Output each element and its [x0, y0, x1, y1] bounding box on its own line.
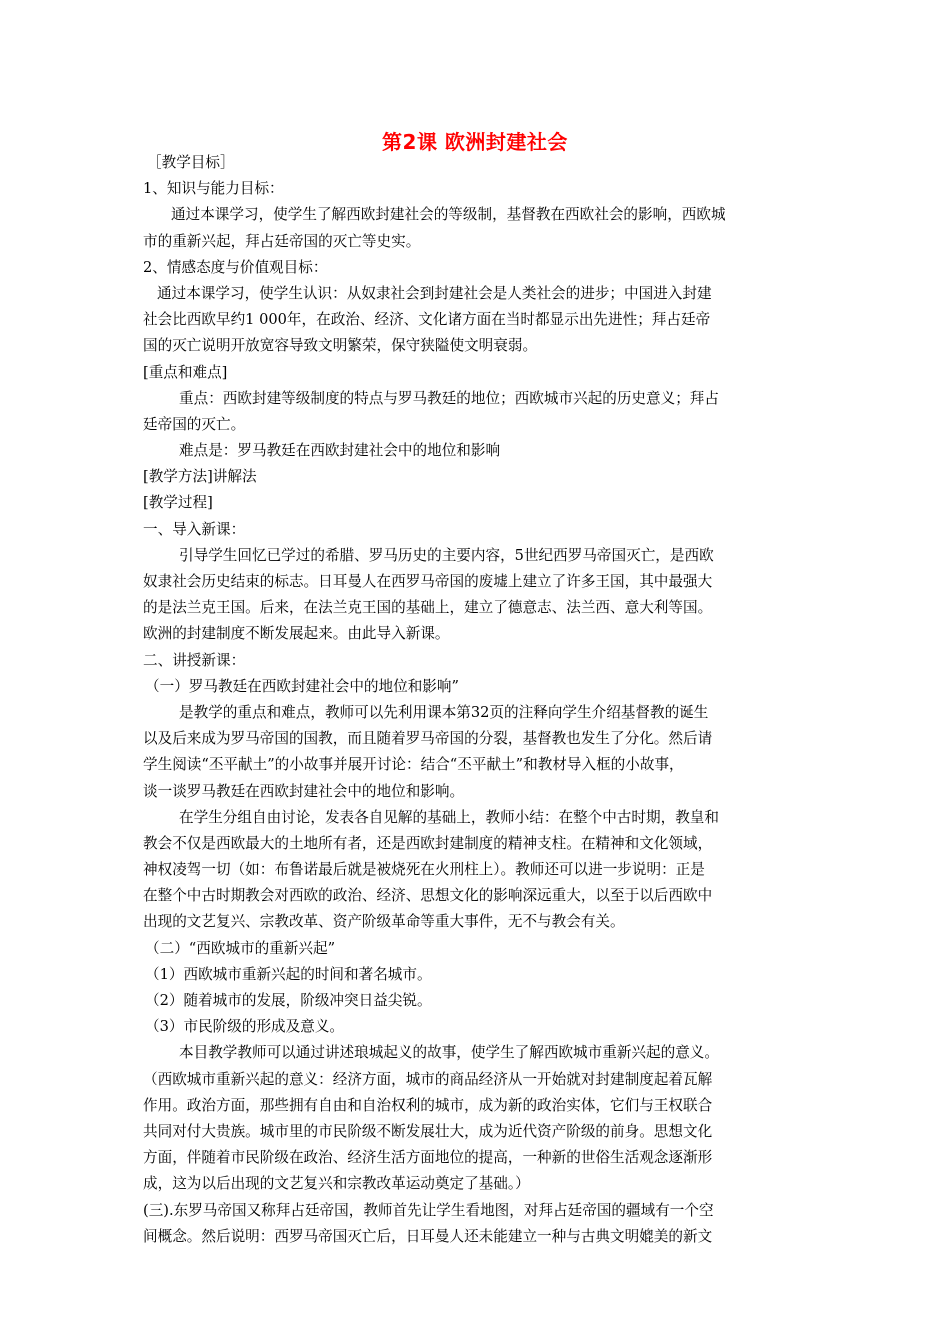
paragraph-line: 成，这为以后出现的文艺复兴和宗教改革运动奠定了基础。）: [143, 1175, 530, 1193]
paragraph-line: 市的重新兴起，拜占廷帝国的灭亡等史实。: [143, 232, 421, 250]
subheading: 1、知识与能力目标：: [143, 180, 284, 198]
paragraph-line: 作用。政治方面，那些拥有自由和自治权利的城市，成为新的政治实体，它们与王权联合: [143, 1096, 713, 1114]
paragraph-line: 奴隶社会历史结束的标志。日耳曼人在西罗马帝国的废墟上建立了许多王国，其中最强大: [143, 573, 713, 590]
paragraph-line: 社会比西欧早约1 000年，在政治、经济、文化诸方面在当时都显示出先进性；拜占廷帝: [143, 311, 711, 329]
subheading: 一、导入新课：: [143, 520, 246, 538]
section-heading: ［教学目标］: [147, 154, 235, 171]
paragraph-line: （西欧城市重新兴起的意义：经济方面，城市的商品经济从一开始就对封建制度起着瓦解: [143, 1070, 713, 1088]
paragraph-line: 方面，伴随着市民阶级在政治、经济生活方面地位的提高，一种新的世俗生活观念逐渐形: [143, 1149, 713, 1167]
paragraph-line: 本目教学教师可以通过讲述琅城起义的故事，使学生了解西欧城市重新兴起的意义。: [179, 1044, 719, 1062]
paragraph-line: 学生阅读“丕平献土”的小故事并展开讨论：结合“丕平献土”和教材导入框的小故事，: [143, 756, 684, 774]
section-heading: [教学过程]: [143, 494, 213, 512]
subheading: 二、讲授新课：: [143, 651, 246, 669]
lesson-body: [143, 150, 811, 1250]
list-item: （3）市民阶级的形成及意义。: [145, 1018, 345, 1036]
paragraph-line: 在整个中古时期教会对西欧的政治、经济、思想文化的影响深远重大，以至于以后西欧中: [143, 887, 713, 905]
paragraph-line: (三).东罗马帝国又称拜占廷帝国，教师首先让学生看地图，对拜占廷帝国的疆域有一个空: [143, 1201, 714, 1219]
paragraph-line: 是教学的重点和难点，教师可以先利用课本第32页的注释向学生介绍基督教的诞生: [179, 703, 709, 721]
paragraph-line: 难点是：罗马教廷在西欧封建社会中的地位和影响: [179, 442, 501, 460]
paragraph-line: 出现的文艺复兴、宗教改革、资产阶级革命等重大事件，无不与教会有关。: [143, 913, 625, 931]
paragraph-line: 以及后来成为罗马帝国的国教，而且随着罗马帝国的分裂，基督教也发生了分化。然后请: [143, 730, 713, 748]
paragraph-line: 神权凌驾一切（如：布鲁诺最后就是被烧死在火刑柱上）。教师还可以进一步说明：正是: [143, 861, 705, 879]
subheading: 2、情感态度与价值观目标：: [143, 258, 328, 276]
paragraph-line: 引导学生回忆已学过的希腊、罗马历史的主要内容，5世纪西罗马帝国灭亡，是西欧: [179, 546, 714, 564]
list-item: （1）西欧城市重新兴起的时间和著名城市。: [145, 965, 432, 983]
paragraph-line: 的是法兰克王国。后来，在法兰克王国的基础上，建立了德意志、法兰西、意大利等国。: [143, 599, 713, 617]
paragraph-line: 通过本课学习，使学生认识：从奴隶社会到封建社会是人类社会的进步；中国进入封建: [157, 284, 712, 302]
paragraph-line: 通过本课学习，使学生了解西欧封建社会的等级制，基督教在西欧社会的影响，西欧城: [171, 206, 726, 224]
page-title: 第2课 欧洲封建社会: [382, 130, 568, 154]
paragraph-line: 重点：西欧封建等级制度的特点与罗马教廷的地位；西欧城市兴起的历史意义；拜占: [179, 389, 719, 407]
paragraph-line: 间概念。然后说明：西罗马帝国灭亡后，日耳曼人还未能建立一种与古典文明媲美的新文: [143, 1227, 713, 1245]
paragraph-line: 在学生分组自由讨论，发表各自见解的基础上，教师小结：在整个中古时期，教皇和: [179, 808, 719, 826]
paragraph-line: 国的灭亡说明开放宽容导致文明繁荣，保守狭隘使文明衰弱。: [143, 337, 538, 355]
paragraph-line: 欧洲的封建制度不断发展起来。由此导入新课。: [143, 625, 450, 643]
section-heading: [教学方法]讲解法: [143, 468, 257, 486]
paragraph-line: 谈一谈罗马教廷在西欧封建社会中的地位和影响。: [143, 782, 465, 800]
section-heading: [重点和难点]: [143, 363, 228, 381]
paragraph-line: 教会不仅是西欧最大的土地所有者，还是西欧封建制度的精神支柱。在精神和文化领域，: [143, 834, 713, 852]
paragraph-line: 廷帝国的灭亡。: [143, 415, 246, 433]
subheading: （一）罗马教廷在西欧封建社会中的地位和影响”: [145, 677, 459, 695]
list-item: （2）随着城市的发展，阶级冲突日益尖锐。: [145, 992, 432, 1009]
subheading: （二）“西欧城市的重新兴起”: [145, 939, 336, 957]
paragraph-line: 共同对付大贵族。城市里的市民阶级不断发展壮大，成为近代资产阶级的前身。思想文化: [143, 1122, 713, 1140]
